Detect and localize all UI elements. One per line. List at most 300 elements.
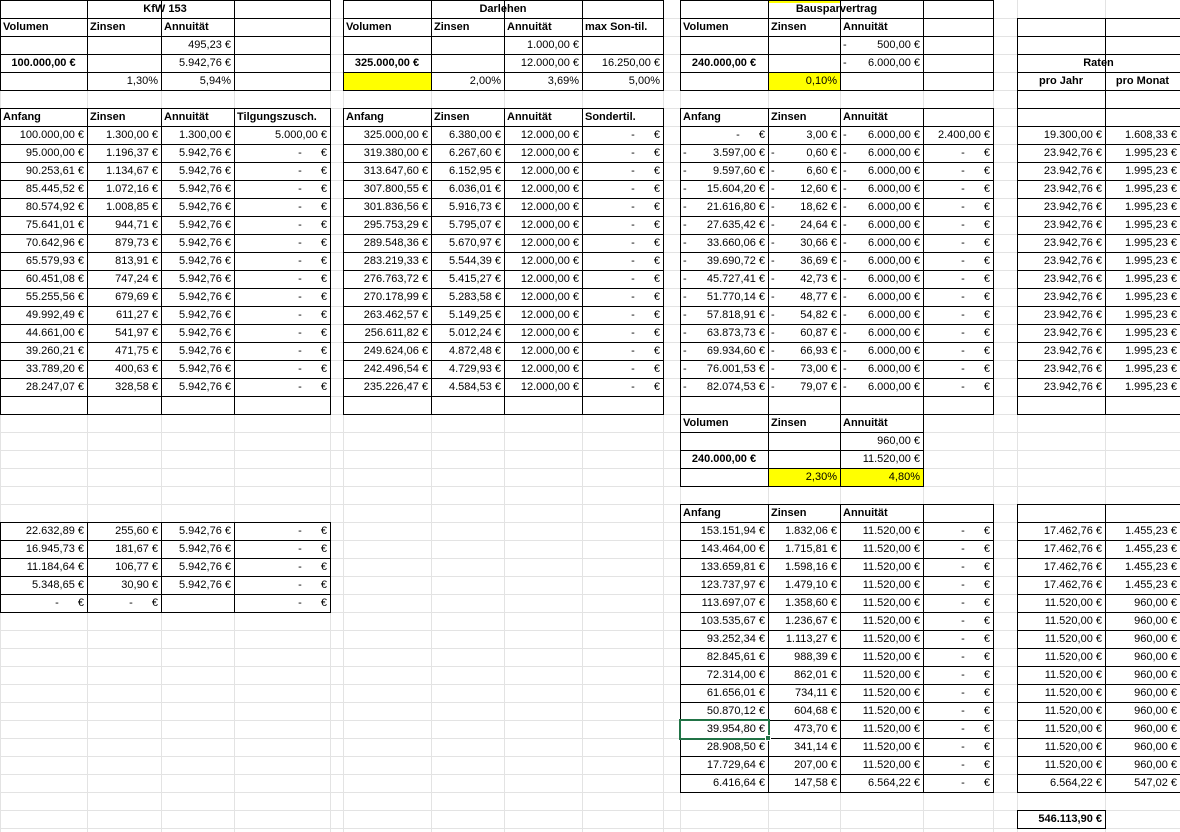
cell[interactable]: 5.012,24 € — [449, 327, 501, 339]
cell[interactable]: 12.000,00 € — [520, 363, 579, 375]
cell[interactable]: 1.832,06 € — [785, 525, 837, 537]
cell[interactable]: 11.520,00 € — [862, 615, 920, 627]
cell[interactable]: 11.520,00 € — [1044, 597, 1102, 609]
cell[interactable]: 11.520,00 € — [1044, 615, 1102, 627]
cell[interactable]: - — [961, 237, 965, 249]
cell[interactable]: 11.520,00 € — [862, 633, 920, 645]
cell[interactable]: - — [961, 147, 965, 159]
cell[interactable]: 313.647,60 € — [363, 165, 428, 177]
cell[interactable]: 1.995,23 € — [1125, 237, 1177, 249]
cell[interactable]: 1.113,27 € — [785, 633, 837, 645]
cell[interactable]: 11.520,00 € — [1044, 651, 1102, 663]
column-header-zinsen[interactable]: Zinsen — [771, 21, 807, 33]
cell[interactable]: 6.000,00 € — [868, 129, 920, 141]
cell[interactable]: 11.520,00 € — [1044, 705, 1102, 717]
cell[interactable]: - — [298, 183, 302, 195]
cell[interactable]: 1.715,81 € — [785, 543, 837, 555]
column-header-pro-jahr[interactable]: pro Jahr — [1038, 75, 1083, 87]
column-header-annuitaet[interactable]: Annuität — [507, 111, 552, 123]
cell[interactable]: - — [961, 633, 965, 645]
cell[interactable]: - — [631, 291, 635, 303]
cell[interactable]: 5,00% — [628, 75, 660, 87]
cell[interactable]: - — [298, 201, 302, 213]
cell[interactable]: 39.690,72 € — [706, 255, 765, 267]
cell[interactable]: 325.000,00 € — [363, 129, 428, 141]
column-header-annuitaet[interactable]: Annuität — [843, 21, 888, 33]
cell[interactable]: 23.942,76 € — [1043, 345, 1102, 357]
column-header-zinsen[interactable]: Zinsen — [434, 21, 470, 33]
cell[interactable]: 960,00 € — [1134, 741, 1177, 753]
cell[interactable]: 1.134,67 € — [106, 165, 158, 177]
cell[interactable]: 5.149,25 € — [449, 309, 501, 321]
cell[interactable]: 0,60 € — [806, 147, 837, 159]
cell[interactable]: 23.942,76 € — [1043, 165, 1102, 177]
cell[interactable]: 6.000,00 € — [868, 291, 920, 303]
cell[interactable]: 11.520,00 € — [862, 561, 920, 573]
cell[interactable]: 11.520,00 € — [862, 759, 920, 771]
cell[interactable]: - — [298, 543, 302, 555]
cell[interactable]: 0,10% — [805, 75, 837, 87]
cell[interactable]: 6.416,64 € — [713, 777, 765, 789]
cell[interactable]: 18,62 € — [800, 201, 837, 213]
cell[interactable]: 1.995,23 € — [1125, 165, 1177, 177]
cell[interactable]: 960,00 € — [1134, 705, 1177, 717]
cell[interactable]: 325.000,00 € — [354, 57, 420, 69]
cell[interactable]: 5.942,76 € — [179, 255, 231, 267]
cell[interactable]: 23.942,76 € — [1043, 273, 1102, 285]
cell[interactable]: 6.152,95 € — [449, 165, 501, 177]
cell[interactable]: 5.942,76 € — [179, 165, 231, 177]
column-header-zinsen[interactable]: Zinsen — [771, 507, 807, 519]
cell[interactable]: 1.995,23 € — [1125, 309, 1177, 321]
column-header-volumen[interactable]: Volumen — [683, 21, 729, 33]
cell[interactable]: 11.520,00 € — [1044, 687, 1102, 699]
cell[interactable]: - — [961, 291, 965, 303]
column-header-zinsen[interactable]: Zinsen — [90, 21, 126, 33]
cell[interactable]: 28.908,50 € — [706, 741, 765, 753]
column-header-volumen[interactable]: Volumen — [683, 417, 729, 429]
cell[interactable]: 5.942,76 € — [179, 579, 231, 591]
cell[interactable]: - — [961, 345, 965, 357]
cell[interactable]: 988,39 € — [794, 651, 837, 663]
cell[interactable]: 5.916,73 € — [449, 201, 501, 213]
cell[interactable]: 36,69 € — [800, 255, 837, 267]
cell[interactable]: 1.072,16 € — [106, 183, 158, 195]
cell[interactable]: 1.995,23 € — [1125, 147, 1177, 159]
cell[interactable]: - — [298, 561, 302, 573]
cell[interactable]: 11.520,00 € — [862, 453, 920, 465]
cell[interactable]: 1.995,23 € — [1125, 255, 1177, 267]
cell[interactable]: 82.845,61 € — [706, 651, 765, 663]
cell[interactable]: 23.942,76 € — [1043, 237, 1102, 249]
cell[interactable]: 5.942,76 € — [179, 147, 231, 159]
cell[interactable]: 93.252,34 € — [706, 633, 765, 645]
cell[interactable]: 51.770,14 € — [706, 291, 765, 303]
cell[interactable]: 944,71 € — [115, 219, 158, 231]
cell[interactable]: 80.574,92 € — [25, 201, 84, 213]
section-title-kfw[interactable]: KfW 153 — [143, 3, 187, 15]
cell[interactable]: 747,24 € — [115, 273, 158, 285]
cell[interactable]: 6,60 € — [806, 165, 837, 177]
cell[interactable]: 6.000,00 € — [868, 237, 920, 249]
column-header-annuitaet[interactable]: Annuität — [843, 111, 888, 123]
cell[interactable]: 11.520,00 € — [862, 669, 920, 681]
cell[interactable]: 500,00 € — [877, 39, 920, 51]
section-title-raten[interactable]: Raten — [1083, 57, 1114, 69]
cell[interactable]: - — [961, 363, 965, 375]
cell[interactable]: - — [961, 525, 965, 537]
cell[interactable]: - — [631, 327, 635, 339]
cell[interactable]: - — [961, 219, 965, 231]
cell[interactable]: 2,30% — [805, 471, 837, 483]
cell[interactable]: 240.000,00 € — [691, 453, 757, 465]
cell[interactable]: - — [298, 237, 302, 249]
column-header-zinsen[interactable]: Zinsen — [434, 111, 470, 123]
cell[interactable]: 1.995,23 € — [1125, 201, 1177, 213]
cell[interactable]: 11.520,00 € — [862, 597, 920, 609]
cell[interactable]: 39.954,80 € — [706, 723, 765, 735]
cell[interactable]: - — [298, 291, 302, 303]
cell[interactable]: - — [961, 255, 965, 267]
fill-handle[interactable] — [765, 735, 771, 741]
cell[interactable]: 471,75 € — [115, 345, 158, 357]
cell[interactable]: 1.995,23 € — [1125, 183, 1177, 195]
cell[interactable]: 1.300,00 € — [179, 129, 231, 141]
cell[interactable]: 33.660,06 € — [706, 237, 765, 249]
cell[interactable]: 611,27 € — [115, 309, 158, 321]
cell[interactable]: 12.000,00 € — [520, 57, 579, 69]
cell[interactable]: 23.942,76 € — [1043, 219, 1102, 231]
cell[interactable]: 301.836,56 € — [363, 201, 428, 213]
cell[interactable]: 5.942,76 € — [179, 543, 231, 555]
cell[interactable]: - — [961, 273, 965, 285]
cell[interactable]: 9.597,60 € — [713, 165, 765, 177]
cell[interactable]: - — [961, 741, 965, 753]
cell[interactable]: 66,93 € — [800, 345, 837, 357]
cell[interactable]: 813,91 € — [115, 255, 158, 267]
cell[interactable]: 5.942,76 € — [179, 525, 231, 537]
cell[interactable]: 1.598,16 € — [785, 561, 837, 573]
cell[interactable]: 11.520,00 € — [1044, 741, 1102, 753]
column-header-tilgungszusch[interactable]: Tilgungszusch. — [237, 111, 317, 123]
column-header-zinsen[interactable]: Zinsen — [771, 417, 807, 429]
cell[interactable]: 12.000,00 € — [520, 183, 579, 195]
column-header-annuitaet[interactable]: Annuität — [843, 507, 888, 519]
cell[interactable]: 153.151,94 € — [700, 525, 765, 537]
cell[interactable]: 11.520,00 € — [1044, 723, 1102, 735]
cell[interactable]: 6.380,00 € — [449, 129, 501, 141]
cell[interactable]: 12.000,00 € — [520, 327, 579, 339]
cell[interactable]: 11.520,00 € — [1044, 633, 1102, 645]
cell[interactable]: - — [298, 597, 302, 609]
cell[interactable]: 960,00 € — [1134, 723, 1177, 735]
cell[interactable]: 11.520,00 € — [862, 543, 920, 555]
cell[interactable]: 960,00 € — [1134, 597, 1177, 609]
cell[interactable]: 4.729,93 € — [449, 363, 501, 375]
cell[interactable]: - — [631, 255, 635, 267]
cell[interactable]: - — [736, 129, 740, 141]
cell[interactable]: 63.873,73 € — [706, 327, 765, 339]
cell[interactable]: 341,14 € — [794, 741, 837, 753]
cell[interactable]: 123.737,97 € — [700, 579, 765, 591]
column-header-max_sontil[interactable]: max Son-til. — [585, 21, 648, 33]
cell[interactable]: 328,58 € — [115, 381, 158, 393]
column-header-anfang[interactable]: Anfang — [346, 111, 384, 123]
cell[interactable]: 143.464,00 € — [700, 543, 765, 555]
cell[interactable]: 270.178,99 € — [363, 291, 428, 303]
cell[interactable]: 69.934,60 € — [706, 345, 765, 357]
cell[interactable]: 6.000,00 € — [868, 147, 920, 159]
cell[interactable]: 75.641,01 € — [25, 219, 84, 231]
column-header-zinsen[interactable]: Zinsen — [90, 111, 126, 123]
cell[interactable]: 11.520,00 € — [1044, 759, 1102, 771]
cell[interactable]: - — [129, 597, 133, 609]
cell[interactable]: 23.942,76 € — [1043, 381, 1102, 393]
cell[interactable]: 1.008,85 € — [106, 201, 158, 213]
cell[interactable]: 12,60 € — [800, 183, 837, 195]
cell[interactable]: 1.358,60 € — [785, 597, 837, 609]
total-sum[interactable]: 546.113,90 € — [1038, 813, 1102, 825]
cell[interactable]: - — [298, 363, 302, 375]
cell[interactable]: 240.000,00 € — [691, 57, 757, 69]
cell[interactable]: 3,00 € — [806, 129, 837, 141]
cell[interactable]: 1.455,23 € — [1125, 543, 1177, 555]
column-header-volumen[interactable]: Volumen — [346, 21, 392, 33]
cell[interactable]: - — [961, 183, 965, 195]
cell[interactable]: - — [961, 201, 965, 213]
cell[interactable]: 6.000,00 € — [868, 381, 920, 393]
cell[interactable]: - — [298, 219, 302, 231]
cell[interactable]: 12.000,00 € — [520, 381, 579, 393]
cell[interactable]: 133.659,81 € — [700, 561, 765, 573]
cell[interactable]: 11.520,00 € — [862, 579, 920, 591]
cell[interactable]: 23.942,76 € — [1043, 291, 1102, 303]
cell[interactable]: 1,30% — [126, 75, 158, 87]
cell[interactable]: 6.000,00 € — [868, 273, 920, 285]
cell[interactable]: 23.942,76 € — [1043, 183, 1102, 195]
cell[interactable]: 5.942,76 € — [179, 327, 231, 339]
cell[interactable]: 103.535,67 € — [700, 615, 765, 627]
cell[interactable]: 5.670,97 € — [449, 237, 501, 249]
cell[interactable]: 5.942,76 € — [179, 309, 231, 321]
cell[interactable]: 4.584,53 € — [449, 381, 501, 393]
cell[interactable]: 960,00 € — [1134, 759, 1177, 771]
cell[interactable]: 249.624,06 € — [363, 345, 428, 357]
cell[interactable]: - — [298, 309, 302, 321]
cell[interactable]: 11.520,00 € — [862, 723, 920, 735]
cell[interactable]: - — [298, 255, 302, 267]
cell[interactable]: 5.942,76 € — [179, 345, 231, 357]
cell[interactable]: - — [961, 615, 965, 627]
cell[interactable]: 11.520,00 € — [1044, 669, 1102, 681]
cell[interactable]: 23.942,76 € — [1043, 147, 1102, 159]
cell[interactable]: 12.000,00 € — [520, 291, 579, 303]
cell[interactable]: 2.400,00 € — [938, 129, 990, 141]
cell[interactable]: 862,01 € — [794, 669, 837, 681]
cell[interactable]: 11.520,00 € — [862, 525, 920, 537]
cell[interactable]: 24,64 € — [800, 219, 837, 231]
cell[interactable]: - — [631, 165, 635, 177]
cell[interactable]: 28.247,07 € — [25, 381, 84, 393]
cell[interactable]: 17.462,76 € — [1043, 543, 1102, 555]
cell[interactable]: 12.000,00 € — [520, 255, 579, 267]
cell[interactable]: 319.380,00 € — [363, 147, 428, 159]
cell[interactable]: - — [298, 327, 302, 339]
cell[interactable]: 1.995,23 € — [1125, 381, 1177, 393]
cell[interactable]: 54,82 € — [800, 309, 837, 321]
column-header-volumen[interactable]: Volumen — [3, 21, 49, 33]
cell[interactable]: - — [298, 147, 302, 159]
cell[interactable]: 23.942,76 € — [1043, 255, 1102, 267]
cell[interactable]: 1.000,00 € — [527, 39, 579, 51]
cell[interactable]: 15.604,20 € — [706, 183, 765, 195]
cell[interactable]: 57.818,91 € — [706, 309, 765, 321]
cell[interactable]: 207,00 € — [794, 759, 837, 771]
cell[interactable]: 72.314,00 € — [706, 669, 765, 681]
cell[interactable]: 5.000,00 € — [275, 129, 327, 141]
cell[interactable]: 17.462,76 € — [1043, 561, 1102, 573]
cell[interactable]: - — [961, 327, 965, 339]
cell[interactable]: 11.184,64 € — [26, 561, 84, 573]
cell[interactable]: - — [298, 381, 302, 393]
cell[interactable]: 1.608,33 € — [1125, 129, 1177, 141]
cell[interactable]: 95.000,00 € — [25, 147, 84, 159]
cell[interactable]: 604,68 € — [794, 705, 837, 717]
cell[interactable]: - — [298, 525, 302, 537]
cell[interactable]: 5.283,58 € — [449, 291, 501, 303]
cell[interactable]: 30,90 € — [121, 579, 158, 591]
cell[interactable]: 6.000,00 € — [868, 183, 920, 195]
cell[interactable]: 5.415,27 € — [449, 273, 501, 285]
cell[interactable]: 106,77 € — [115, 561, 158, 573]
cell[interactable]: - — [961, 381, 965, 393]
cell[interactable]: 76.001,53 € — [706, 363, 765, 375]
cell[interactable]: - — [631, 237, 635, 249]
column-header-pro-monat[interactable]: pro Monat — [1115, 75, 1170, 87]
cell[interactable]: 1.995,23 € — [1125, 363, 1177, 375]
cell[interactable]: - — [631, 147, 635, 159]
cell[interactable]: 6.000,00 € — [868, 345, 920, 357]
cell[interactable]: 6.000,00 € — [868, 57, 920, 69]
cell[interactable]: - — [961, 777, 965, 789]
cell[interactable]: - — [631, 381, 635, 393]
cell[interactable]: 60.451,08 € — [25, 273, 84, 285]
cell[interactable]: - — [298, 165, 302, 177]
cell[interactable]: 1.995,23 € — [1125, 291, 1177, 303]
cell[interactable]: 16.945,73 € — [25, 543, 84, 555]
cell[interactable]: 6.036,01 € — [449, 183, 501, 195]
cell[interactable]: 82.074,53 € — [706, 381, 765, 393]
cell[interactable]: 19.300,00 € — [1043, 129, 1102, 141]
cell[interactable]: - — [631, 273, 635, 285]
cell[interactable]: - — [961, 687, 965, 699]
cell[interactable]: - — [631, 309, 635, 321]
cell[interactable]: 276.763,72 € — [363, 273, 428, 285]
cell[interactable]: 33.789,20 € — [25, 363, 84, 375]
cell[interactable]: 235.226,47 € — [363, 381, 428, 393]
cell[interactable]: 12.000,00 € — [520, 237, 579, 249]
cell[interactable]: 50.870,12 € — [706, 705, 765, 717]
cell[interactable]: 23.942,76 € — [1043, 327, 1102, 339]
cell[interactable]: - — [961, 543, 965, 555]
cell[interactable]: 283.219,33 € — [363, 255, 428, 267]
cell[interactable]: 5.942,76 € — [179, 183, 231, 195]
cell[interactable]: 11.520,00 € — [862, 651, 920, 663]
cell[interactable]: 1.995,23 € — [1125, 273, 1177, 285]
cell[interactable]: 113.697,07 € — [701, 597, 765, 609]
column-header-anfang[interactable]: Anfang — [683, 111, 721, 123]
cell[interactable]: 100.000,00 € — [19, 129, 84, 141]
cell[interactable]: 960,00 € — [877, 435, 920, 447]
cell[interactable]: 495,23 € — [188, 39, 231, 51]
cell[interactable]: 5.544,39 € — [449, 255, 501, 267]
cell[interactable]: 12.000,00 € — [520, 345, 579, 357]
column-header-zinsen[interactable]: Zinsen — [771, 111, 807, 123]
cell[interactable]: 400,63 € — [115, 363, 158, 375]
cell[interactable]: 5.942,76 € — [179, 237, 231, 249]
cell[interactable]: - — [55, 597, 59, 609]
cell[interactable]: 5.942,76 € — [179, 363, 231, 375]
cell[interactable]: 45.727,41 € — [706, 273, 765, 285]
cell[interactable]: 181,67 € — [115, 543, 158, 555]
cell[interactable]: 679,69 € — [115, 291, 158, 303]
cell[interactable]: 256.611,82 € — [364, 327, 428, 339]
cell[interactable]: - — [961, 561, 965, 573]
cell[interactable]: 6.000,00 € — [868, 327, 920, 339]
cell[interactable]: 5.942,76 € — [179, 201, 231, 213]
cell[interactable]: 147,58 € — [794, 777, 837, 789]
cell[interactable]: 473,70 € — [794, 723, 837, 735]
cell[interactable]: 6.267,60 € — [449, 147, 501, 159]
cell[interactable]: 17.729,64 € — [706, 759, 765, 771]
cell[interactable]: 6.564,22 € — [868, 777, 920, 789]
cell[interactable]: - — [631, 219, 635, 231]
cell[interactable]: 1.455,23 € — [1125, 561, 1177, 573]
cell[interactable]: 1.300,00 € — [106, 129, 158, 141]
cell[interactable]: 90.253,61 € — [25, 165, 84, 177]
cell[interactable]: 6.000,00 € — [868, 219, 920, 231]
cell[interactable]: 12.000,00 € — [520, 201, 579, 213]
cell[interactable]: 5.942,76 € — [179, 219, 231, 231]
cell[interactable]: 73,00 € — [800, 363, 837, 375]
cell[interactable]: - — [631, 183, 635, 195]
cell[interactable]: 11.520,00 € — [862, 687, 920, 699]
cell[interactable]: - — [298, 273, 302, 285]
cell[interactable]: 547,02 € — [1134, 777, 1177, 789]
column-header-annuitaet[interactable]: Annuität — [164, 111, 209, 123]
cell[interactable]: 23.942,76 € — [1043, 363, 1102, 375]
cell[interactable]: - — [298, 579, 302, 591]
cell[interactable]: 48,77 € — [800, 291, 837, 303]
cell[interactable]: 5.942,76 € — [179, 273, 231, 285]
cell[interactable]: - — [961, 759, 965, 771]
cell[interactable]: 55.255,56 € — [25, 291, 84, 303]
cell[interactable]: - — [961, 579, 965, 591]
cell[interactable]: 61.656,01 € — [706, 687, 765, 699]
cell[interactable]: 295.753,29 € — [363, 219, 428, 231]
cell[interactable]: 17.462,76 € — [1043, 525, 1102, 537]
cell[interactable]: 5.942,76 € — [179, 57, 231, 69]
cell[interactable]: 60,87 € — [800, 327, 837, 339]
cell[interactable]: 12.000,00 € — [520, 309, 579, 321]
cell[interactable]: 12.000,00 € — [520, 147, 579, 159]
cell[interactable]: 6.000,00 € — [868, 201, 920, 213]
cell[interactable]: 85.445,52 € — [25, 183, 84, 195]
cell[interactable]: 960,00 € — [1134, 633, 1177, 645]
cell[interactable]: 12.000,00 € — [520, 165, 579, 177]
cell[interactable]: 960,00 € — [1134, 669, 1177, 681]
cell[interactable]: 1.995,23 € — [1125, 219, 1177, 231]
